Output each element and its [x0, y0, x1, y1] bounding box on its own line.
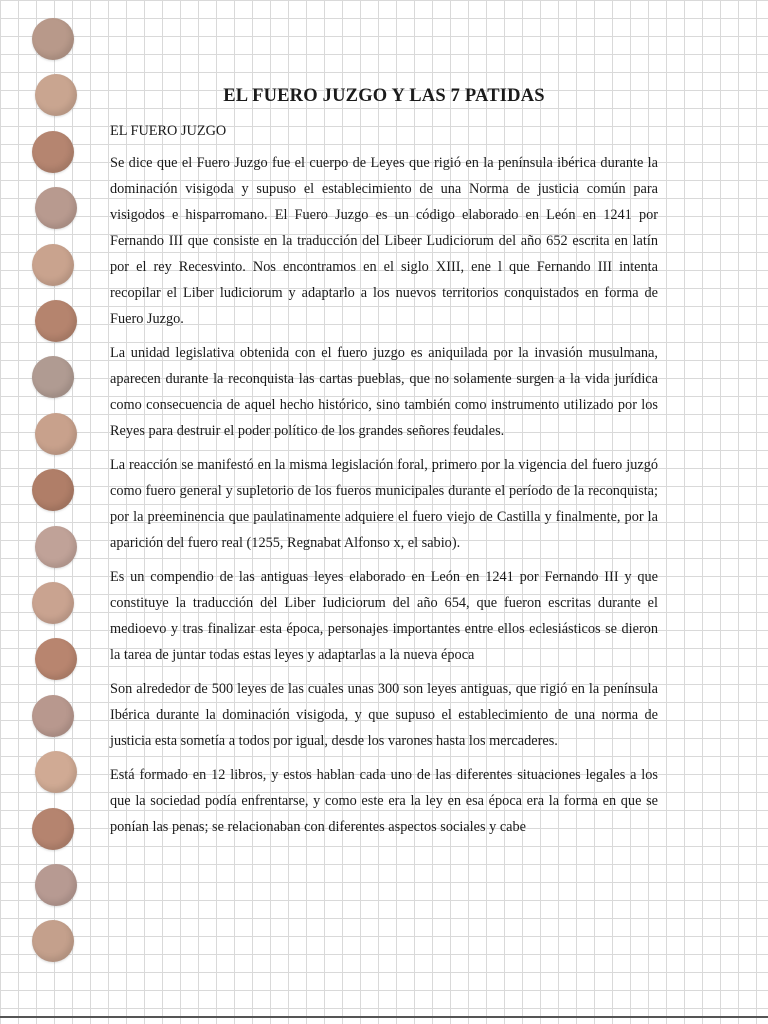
- binding-ring: [32, 356, 74, 398]
- binding-ring: [32, 469, 74, 511]
- paragraph-1: Se dice que el Fuero Juzgo fue el cuerpo de Leyes que rigió en la península ibérica durante la dominación visigoda y supuso el establecimiento de una Norma de justicia común para visigodos e hisparromano. El Fuero Juzgo es un código elaborado en León en 1241 por Fernando III que consiste en la traducción del Libeer Ludiciorum del año 652 escrita en latín por el rey Recesvinto. Nos encontramos en el siglo XIII, ene l que Fernando III intenta recopilar el Liber ludiciorum y adaptarlo a los nuevos territorios conquistados en forma de Fuero Juzgo.: [110, 155, 658, 327]
- binding-ring: [32, 695, 74, 737]
- binding-ring: [35, 751, 77, 793]
- binding-ring: [32, 808, 74, 850]
- binding-ring: [35, 413, 77, 455]
- binding-ring: [35, 864, 77, 906]
- paragraph-3: La reacción se manifestó en la misma legislación foral, primero por la vigencia del fuero juzgó como fuero general y supletorio de los fueros municipales durante el período de la reconquista; por la preeminencia que paulatinamente adquiere el fuero viejo de Castilla y finalmente, por la aparición del fuero real (1255, Regnabat Alfonso x, el sabio).: [110, 457, 658, 551]
- paragraph-6: Está formado en 12 libros, y estos hablan cada uno de las diferentes situaciones legales a los que la sociedad podía enfrentarse, y como este era la ley en esa época era la forma en que se ponían las penas; se relacionaban con diferentes aspectos sociales y cabe: [110, 767, 658, 835]
- binding-ring: [35, 638, 77, 680]
- binding-ring: [32, 18, 74, 60]
- binding-ring: [35, 300, 77, 342]
- binding-ring: [32, 244, 74, 286]
- section-heading: EL FUERO JUZGO: [110, 123, 227, 139]
- binding-ring: [35, 74, 77, 116]
- document-page: [110, 86, 658, 848]
- binding-ring: [32, 920, 74, 962]
- binding-ring: [35, 526, 77, 568]
- page-bottom-border: [0, 1016, 768, 1018]
- paragraph-4: Es un compendio de las antiguas leyes elaborado en León en 1241 por Fernando III y que constituye la traducción del Liber Iudiciorum del año 654, que fueron escritas durante el medioevo y tras finalizar esta época, personajes importantes entre ellos eclesiásticos se dieron la tarea de juntar todas estas leyes y adaptarlas a la nueva época: [110, 569, 658, 663]
- paragraph-2: La unidad legislativa obtenida con el fuero juzgo es aniquilada por la invasión musulmana, aparecen durante la reconquista las cartas pueblas, que no solamente surgen a la vida jurídica como consecuencia de aquel hecho histórico, sino también como instrumento utilizado por los Reyes para destruir el poder político de los grandes señores feudales.: [110, 345, 658, 439]
- paragraph-5: Son alrededor de 500 leyes de las cuales unas 300 son leyes antiguas, que rigió en la península Ibérica durante la dominación visigoda, y que supuso el establecimiento de una norma de justicia esta sometía a todos por igual, desde los varones hasta los mercaderes.: [110, 681, 658, 749]
- document-title: EL FUERO JUZGO Y LAS 7 PATIDAS: [223, 86, 545, 106]
- binding-rings: [30, 0, 80, 1010]
- binding-ring: [35, 187, 77, 229]
- binding-ring: [32, 131, 74, 173]
- binding-ring: [32, 582, 74, 624]
